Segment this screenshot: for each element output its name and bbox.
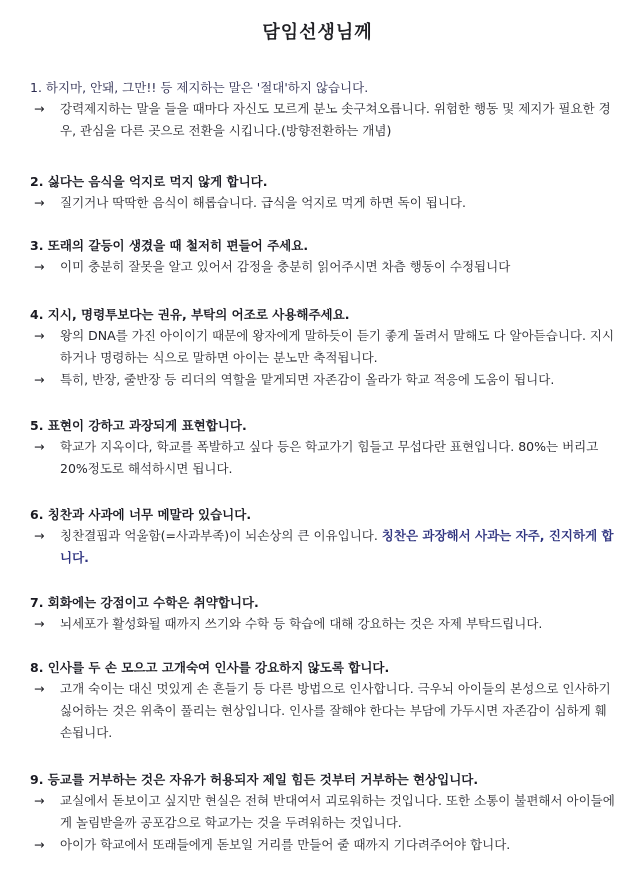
arrow-icon: → (34, 101, 45, 116)
item-text: 아이가 학교에서 또래들에게 돋보일 거리를 만들어 줄 때까지 기다려주어야 합니다. (60, 837, 511, 852)
section-heading: 6. 칭찬과 사과에 너무 메말라 있습니다. (30, 507, 252, 522)
list-item (30, 369, 615, 391)
list-item (30, 525, 615, 569)
arrow-icon: → (34, 681, 45, 696)
section-1 (30, 78, 615, 142)
item-emphasis: 칭찬은 과장해서 사과는 자주, 진지하게 합니다. (60, 528, 614, 565)
item-text: 칭찬결핍과 억울함(=사과부족)이 뇌손상의 큰 이유입니다. (60, 528, 382, 543)
section-heading: 7. 회화에는 강점이고 수학은 취약합니다. (30, 595, 259, 610)
section-heading: 1. 하지마, 안돼, 그만!! 등 제지하는 말은 '절대'하지 않습니다. (30, 80, 369, 95)
section-9 (30, 770, 615, 856)
section-heading: 5. 표현이 강하고 과장되게 표현합니다. (30, 418, 247, 433)
list-item (30, 436, 615, 480)
item-text: 왕의 DNA를 가진 아이이기 때문에 왕자에게 말하듯이 듣기 좋게 돌려서 말해도 다 알아듣습니다. 지시하거나 명령하는 식으로 말하면 아이는 분노만 축적됩니다. (60, 328, 615, 365)
arrow-icon: → (34, 259, 45, 274)
list-item (30, 192, 615, 214)
section-3 (30, 236, 615, 278)
item-text: 특히, 반장, 줄반장 등 리더의 역할을 맡게되면 자존감이 올라가 학교 적응에 도움이 됩니다. (60, 372, 555, 387)
item-text: 학교가 지옥이다, 학교를 폭발하고 싶다 등은 학교가기 힘들고 무섭다란 표현입니다. 80%는 버리고 20%정도로 해석하시면 됩니다. (60, 439, 599, 476)
page-title: 담임선생님께 (262, 22, 373, 43)
arrow-icon: → (34, 837, 45, 852)
item-text: 강력제지하는 말을 들을 때마다 자신도 모르게 분노 솟구쳐오릅니다. 위험한 행동 및 제지가 필요한 경우, 관심을 다른 곳으로 전환을 시킵니다.(방향전환하는 개념) (60, 101, 611, 138)
section-heading: 9. 등교를 거부하는 것은 자유가 허용되자 제일 힘든 것부터 거부하는 현상입니다. (30, 772, 479, 787)
item-text: 뇌세포가 활성화될 때까지 쓰기와 수학 등 학습에 대해 강요하는 것은 자제 부탁드립니다. (60, 616, 543, 631)
section-8 (30, 658, 615, 744)
list-item (30, 678, 615, 744)
section-2 (30, 172, 615, 214)
section-heading: 2. 싫다는 음식을 억지로 먹지 않게 합니다. (30, 174, 268, 189)
section-heading: 8. 인사를 두 손 모으고 고개숙여 인사를 강요하지 않도록 합니다. (30, 660, 390, 675)
list-item (30, 98, 615, 142)
section-7 (30, 593, 615, 635)
item-text: 고개 숙이는 대신 멋있게 손 흔들기 등 다른 방법으로 인사합니다. 극우뇌 아이들의 본성으로 인사하기 싫어하는 것은 위축이 풀리는 현상입니다. 인사를 잘해야 한다는 부담에 가두시면 자존감이 심하게 훼손됩니다. (60, 681, 611, 740)
list-item (30, 256, 615, 278)
item-text: 교실에서 돋보이고 싶지만 현실은 전혀 반대여서 괴로워하는 것입니다. 또한 소통이 불편해서 아이들에게 놀림받을까 공포감으로 학교가는 것을 두려워하는 것입니다. (60, 793, 615, 830)
section-5 (30, 416, 615, 480)
section-heading: 4. 지시, 명령투보다는 권유, 부탁의 어조로 사용해주세요. (30, 307, 350, 322)
section-4 (30, 305, 615, 391)
arrow-icon: → (34, 328, 45, 343)
arrow-icon: → (34, 195, 45, 210)
list-item (30, 790, 615, 834)
arrow-icon: → (34, 793, 45, 808)
arrow-icon: → (34, 528, 45, 543)
list-item (30, 613, 615, 635)
section-heading: 3. 또래의 갈등이 생겼을 때 철저히 편들어 주세요. (30, 238, 309, 253)
list-item (30, 325, 615, 369)
arrow-icon: → (34, 439, 45, 454)
list-item (30, 834, 615, 856)
arrow-icon: → (34, 372, 45, 387)
item-text: 질기거나 딱딱한 음식이 해롭습니다. 급식을 억지로 먹게 하면 독이 됩니다. (60, 195, 466, 210)
section-6 (30, 505, 615, 569)
arrow-icon: → (34, 616, 45, 631)
item-text: 이미 충분히 잘못을 알고 있어서 감정을 충분히 읽어주시면 차츰 행동이 수정됩니다 (60, 259, 511, 274)
